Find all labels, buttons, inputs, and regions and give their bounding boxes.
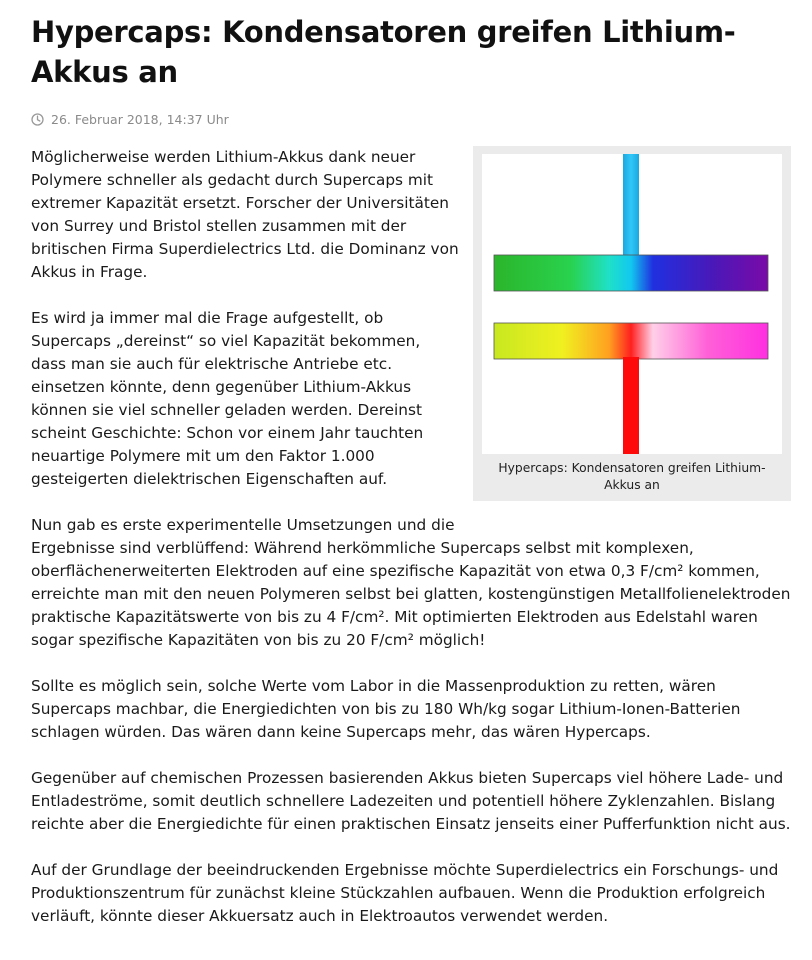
clock-icon [31,113,44,126]
paragraph: Möglicherweise werden Lithium-Akkus dank neuer Polymere schneller als gedacht durch Supercaps mit extremer Kapazität ersetzt. Forscher der Universitäten von Surrey und Bristol stellen zusammen mit der britischen Firma Superdielectrics Ltd. die Dominanz von Akkus in Frage. [31,148,459,281]
paragraph: Nun gab es erste experimentelle Umsetzungen und die Ergebnisse sind verblüffend: Während herkömmliche Supercaps selbst mit komplexen, oberflächenerweiterten Elektroden auf eine spezifische Kapazität von etwa 0,3 F/cm² kommen, erreichte man mit den neuen Polymeren selbst bei glatten, kostengünstigen Metallfolienelektroden praktische Kapazitätswerte von bis zu 4 F/cm². Mit optimierten Elektroden aus Edelstahl waren sogar spezifische Kapazitäten von bis zu 20 F/cm² möglich! [31,516,791,649]
figure-caption: Hypercaps: Kondensatoren greifen Lithium-Akkus an [498,461,766,492]
paragraph: Gegenüber auf chemischen Prozessen basierenden Akkus bieten Supercaps viel höhere Lade- und Entladeströme, somit deutlich schnellere Ladezeiten und potentiell höhere Zyklenzahlen. Bislang reichte aber die Energiedichte für einen praktischen Einsatz jenseits einer Pufferfunktion nicht aus. [31,769,791,833]
article-title: Hypercaps: Kondensatoren greifen Lithium-Akkus an [31,15,736,89]
paragraph: Sollte es möglich sein, solche Werte vom Labor in die Massenproduktion zu retten, wären Supercaps machbar, die Energiedichten von bis zu 180 Wh/kg sogar Lithium-Ionen-Batterien schlagen würden. Das wären dann keine Supercaps mehr, das wären Hypercaps. [31,677,741,741]
article-figure [473,146,791,501]
publish-date: 26. Februar 2018, 14:37 Uhr [51,112,229,127]
article-meta [31,112,229,127]
paragraph: Es wird ja immer mal die Frage aufgestellt, ob Supercaps „dereinst“ so viel Kapazität bekommen, dass man sie auch für elektrische Antriebe etc. einsetzen könnte, denn gegenüber Lithium-Akkus können sie viel schneller geladen werden. Dereinst scheint Geschichte: Schon vor einem Jahr tauchten neuartige Polymere mit um den Faktor 1.000 gesteigerten dielektrischen Eigenschaften auf. [31,309,424,488]
capacitor-image [482,154,782,454]
paragraph: Auf der Grundlage der beeindruckenden Ergebnisse möchte Superdielectrics ein Forschungs- und Produktionszentrum für zunächst kleine Stückzahlen aufbauen. Wenn die Produktion erfolgreich verläuft, könnte dieser Akkuersatz auch in Elektroautos verwendet werden. [31,861,779,925]
article-body [31,146,791,951]
